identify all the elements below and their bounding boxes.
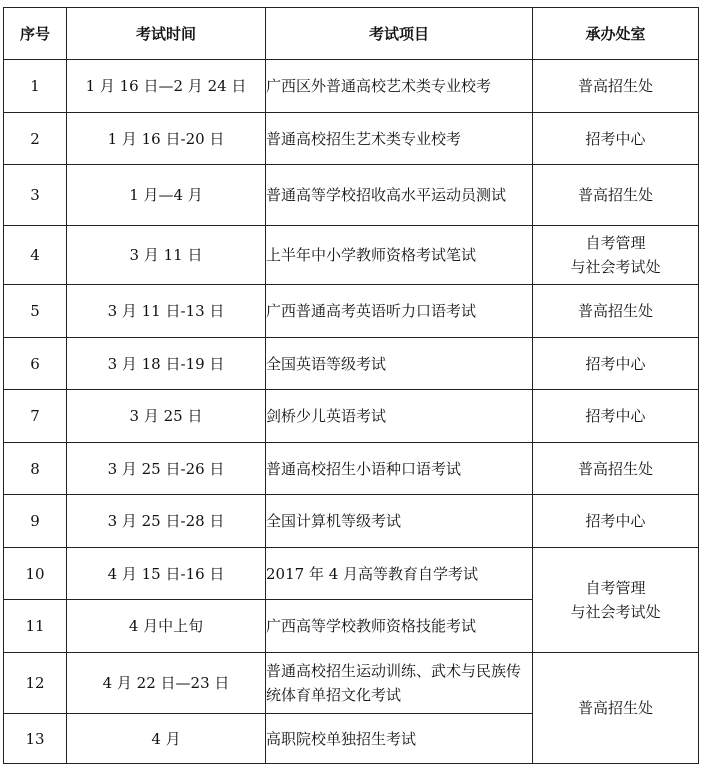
row-item: 广西普通高考英语听力口语考试 <box>266 285 533 338</box>
row-time: 3 月 11 日-13 日 <box>67 285 266 338</box>
header-time: 考试时间 <box>67 8 266 60</box>
row-time: 4 月 15 日-16 日 <box>67 548 266 600</box>
row-no: 1 <box>4 60 67 113</box>
row-time: 3 月 11 日 <box>67 226 266 285</box>
dept-line: 与社会考试处 <box>570 258 661 276</box>
header-item: 考试项目 <box>266 8 533 60</box>
row-no: 10 <box>4 548 67 600</box>
row-time: 3 月 25 日-28 日 <box>67 495 266 548</box>
table-row <box>4 338 699 390</box>
dept-line: 自考管理 <box>585 234 646 252</box>
row-no: 4 <box>4 226 67 285</box>
table-row <box>4 226 699 285</box>
row-dept <box>533 285 699 338</box>
row-no: 6 <box>4 338 67 390</box>
row-dept <box>533 338 699 390</box>
table-header-row <box>4 8 699 60</box>
row-item: 全国英语等级考试 <box>266 338 533 390</box>
dept-line: 普高招生处 <box>577 459 653 478</box>
dept-line: 普高招生处 <box>577 302 653 320</box>
dept-line: 自考管理 <box>585 579 646 597</box>
dept-line: 招考中心 <box>585 129 646 148</box>
header-no: 序号 <box>4 8 67 60</box>
row-no: 2 <box>4 113 67 165</box>
table-row <box>4 495 699 548</box>
table-row <box>4 653 699 714</box>
row-no: 7 <box>4 390 67 443</box>
table-row <box>4 60 699 113</box>
row-no: 12 <box>4 653 67 714</box>
row-item: 普通高校招生运动训练、武术与民族传统体育单招文化考试 <box>266 653 533 714</box>
row-item: 高职院校单独招生考试 <box>266 714 533 764</box>
row-time: 4 月 22 日—23 日 <box>67 653 266 714</box>
row-time: 3 月 25 日 <box>67 390 266 443</box>
row-item: 全国计算机等级考试 <box>266 495 533 548</box>
row-no: 5 <box>4 285 67 338</box>
row-dept <box>533 113 699 165</box>
row-item: 普通高等学校招收高水平运动员测试 <box>266 165 533 226</box>
row-no: 3 <box>4 165 67 226</box>
row-no: 13 <box>4 714 67 764</box>
row-time: 4 月 <box>67 714 266 764</box>
row-no: 9 <box>4 495 67 548</box>
dept-line: 招考中心 <box>585 354 646 373</box>
row-time: 3 月 25 日-26 日 <box>67 443 266 495</box>
dept-line: 普高招生处 <box>577 699 653 717</box>
table-row <box>4 443 699 495</box>
table-row <box>4 548 699 600</box>
exam-schedule-table <box>3 7 699 764</box>
row-item: 广西区外普通高校艺术类专业校考 <box>266 60 533 113</box>
row-time: 4 月中上旬 <box>67 600 266 653</box>
dept-line: 招考中心 <box>585 407 646 425</box>
row-time: 3 月 18 日-19 日 <box>67 338 266 390</box>
row-no: 8 <box>4 443 67 495</box>
dept-line: 普高招生处 <box>577 186 653 204</box>
row-dept <box>533 495 699 548</box>
row-dept <box>533 165 699 226</box>
row-item: 广西高等学校教师资格技能考试 <box>266 600 533 653</box>
table-row <box>4 390 699 443</box>
row-time: 1 月 16 日—2 月 24 日 <box>67 60 266 113</box>
row-no: 11 <box>4 600 67 653</box>
row-item: 剑桥少儿英语考试 <box>266 390 533 443</box>
table-row <box>4 165 699 226</box>
header-dept: 承办处室 <box>533 8 699 60</box>
dept-line: 普高招生处 <box>577 77 653 95</box>
dept-line: 与社会考试处 <box>570 603 661 621</box>
row-dept <box>533 390 699 443</box>
row-dept <box>533 653 699 764</box>
dept-line: 招考中心 <box>585 512 646 530</box>
row-dept <box>533 443 699 495</box>
row-dept <box>533 548 699 653</box>
row-time: 1 月—4 月 <box>67 165 266 226</box>
row-item: 2017 年 4 月高等教育自学考试 <box>266 548 533 600</box>
table-row <box>4 285 699 338</box>
row-item: 普通高校招生艺术类专业校考 <box>266 113 533 165</box>
row-dept <box>533 226 699 285</box>
row-item: 上半年中小学教师资格考试笔试 <box>266 226 533 285</box>
row-item: 普通高校招生小语种口语考试 <box>266 443 533 495</box>
table-row <box>4 113 699 165</box>
row-time: 1 月 16 日-20 日 <box>67 113 266 165</box>
row-dept <box>533 60 699 113</box>
